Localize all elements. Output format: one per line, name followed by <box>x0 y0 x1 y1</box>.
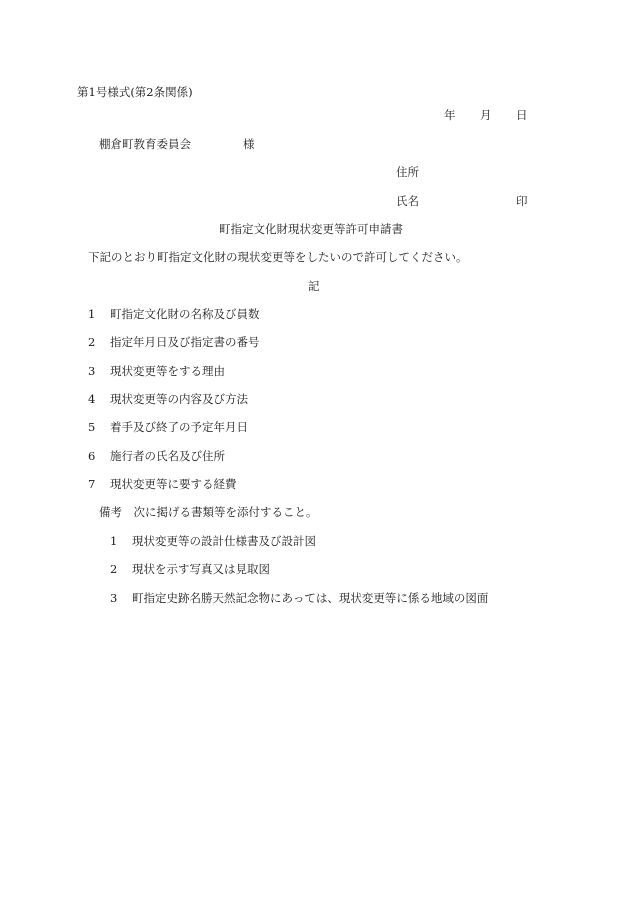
item-number: 7 <box>88 477 96 491</box>
list-item <box>88 335 260 349</box>
seal-label: 印 <box>516 194 528 208</box>
date-year-label: 年 <box>444 108 456 122</box>
remarks-item-number: 2 <box>110 562 118 576</box>
intro-paragraph: 下記のとおり町指定文化財の現状変更等をしたいので許可してください。 <box>88 250 468 264</box>
item-text: 現状変更等に要する経費 <box>110 477 237 491</box>
list-item <box>88 364 225 378</box>
item-number: 6 <box>88 449 96 463</box>
ki-heading: 記 <box>308 279 320 293</box>
item-number: 3 <box>88 364 96 378</box>
item-number: 2 <box>88 335 96 349</box>
address-label: 住所 <box>396 165 419 179</box>
remarks-item <box>110 534 316 548</box>
item-text: 現状変更等をする理由 <box>110 364 225 378</box>
document-title: 町指定文化財現状変更等許可申請書 <box>219 222 403 236</box>
list-item <box>88 392 248 406</box>
item-text: 着手及び終了の予定年月日 <box>110 420 248 434</box>
remarks-item-number: 1 <box>110 534 118 548</box>
item-number: 4 <box>88 392 96 406</box>
remarks-item-text: 町指定史跡名勝天然記念物にあっては、現状変更等に係る地域の図面 <box>132 591 489 605</box>
item-text: 町指定文化財の名称及び員数 <box>110 307 260 321</box>
item-number: 5 <box>88 420 96 434</box>
item-text: 施行者の氏名及び住所 <box>110 449 225 463</box>
list-item <box>88 307 260 321</box>
remarks-item <box>110 591 488 605</box>
remarks-item <box>110 562 270 576</box>
remarks-item-text: 現状変更等の設計仕様書及び設計図 <box>132 534 316 548</box>
addressee-honorific: 様 <box>243 137 255 151</box>
date-month-label: 月 <box>480 108 492 122</box>
item-text: 現状変更等の内容及び方法 <box>110 392 248 406</box>
remarks-item-number: 3 <box>110 591 118 605</box>
list-item <box>88 420 248 434</box>
form-number: 第1号様式(第2条関係) <box>77 85 193 99</box>
remarks-header: 備考 次に掲げる書類等を添付すること。 <box>99 505 318 519</box>
date-day-label: 日 <box>516 108 528 122</box>
addressee-name: 棚倉町教育委員会 <box>99 137 191 151</box>
item-text: 指定年月日及び指定書の番号 <box>110 335 260 349</box>
list-item <box>88 477 237 491</box>
item-number: 1 <box>88 307 96 321</box>
list-item <box>88 449 225 463</box>
remarks-item-text: 現状を示す写真又は見取図 <box>132 562 270 576</box>
name-label: 氏名 <box>396 194 419 208</box>
